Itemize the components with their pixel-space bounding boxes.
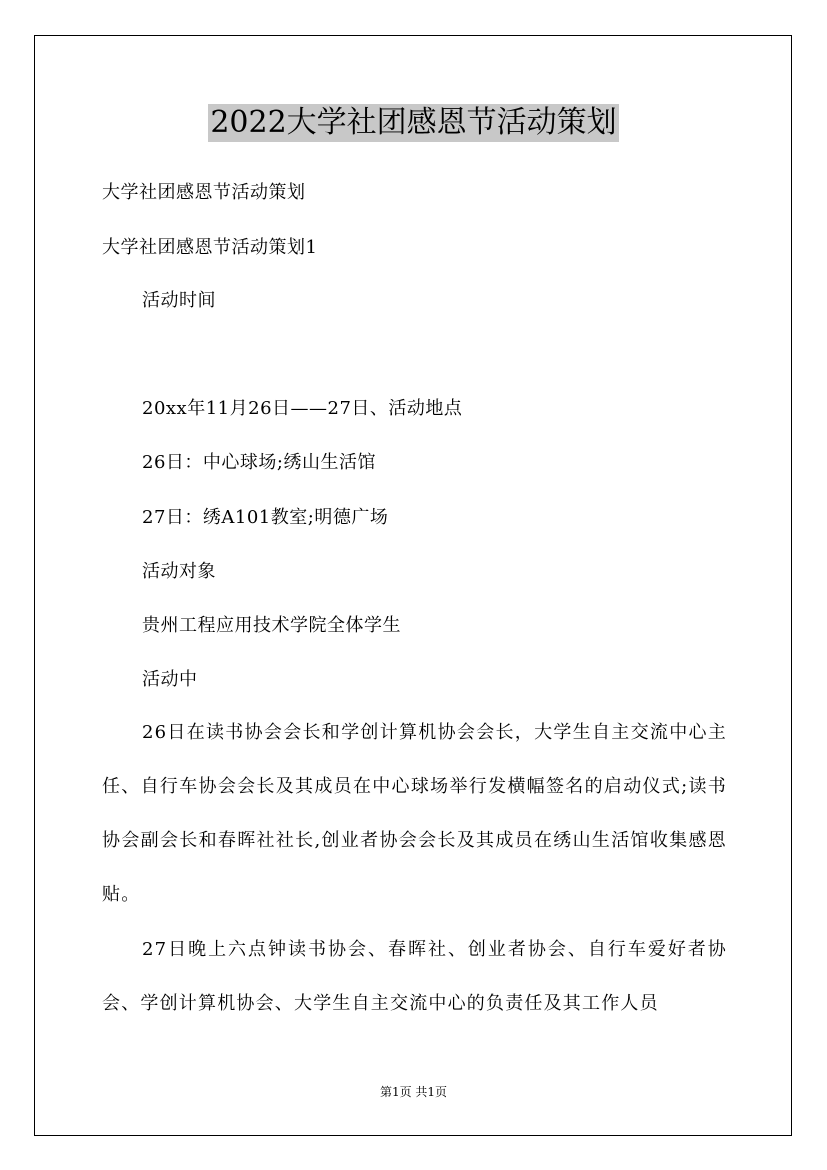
text-line-date-location: 20xx年11月26日——27日、活动地点 <box>142 398 463 419</box>
section-heading: 大学社团感恩节活动策划1 <box>102 237 318 258</box>
paragraph-day27: 27日晚上六点钟读书协会、春晖社、创业者协会、自行车爱好者协会、学创计算机协会、大学生自主交流中心的负责任及其工作人员 <box>102 939 727 1014</box>
title-container <box>0 104 827 142</box>
text-line-school: 贵州工程应用技术学院全体学生 <box>142 615 401 636</box>
page-footer: 第1页 共1页 <box>379 1085 448 1099</box>
text-line-activity-target: 活动对象 <box>142 561 216 582</box>
text-line-day26: 26日：中心球场;绣山生活馆 <box>142 452 376 473</box>
document-subtitle: 大学社团感恩节活动策划 <box>102 182 306 203</box>
document-title: 2022大学社团感恩节活动策划 <box>210 105 617 140</box>
text-line-activity-time: 活动时间 <box>142 290 216 311</box>
text-line-day27: 27日：绣A101教室;明德广场 <box>142 507 389 528</box>
text-line-activity-middle: 活动中 <box>142 669 198 690</box>
paragraph-day26: 26日在读书协会会长和学创计算机协会会长，大学生自主交流中心主任、自行车协会会长及其成员在中心球场举行发横幅签名的启动仪式;读书协会副会长和春晖社社长,创业者协会会长及其成员在绣山生活馆收集感恩贴。 <box>102 722 727 905</box>
